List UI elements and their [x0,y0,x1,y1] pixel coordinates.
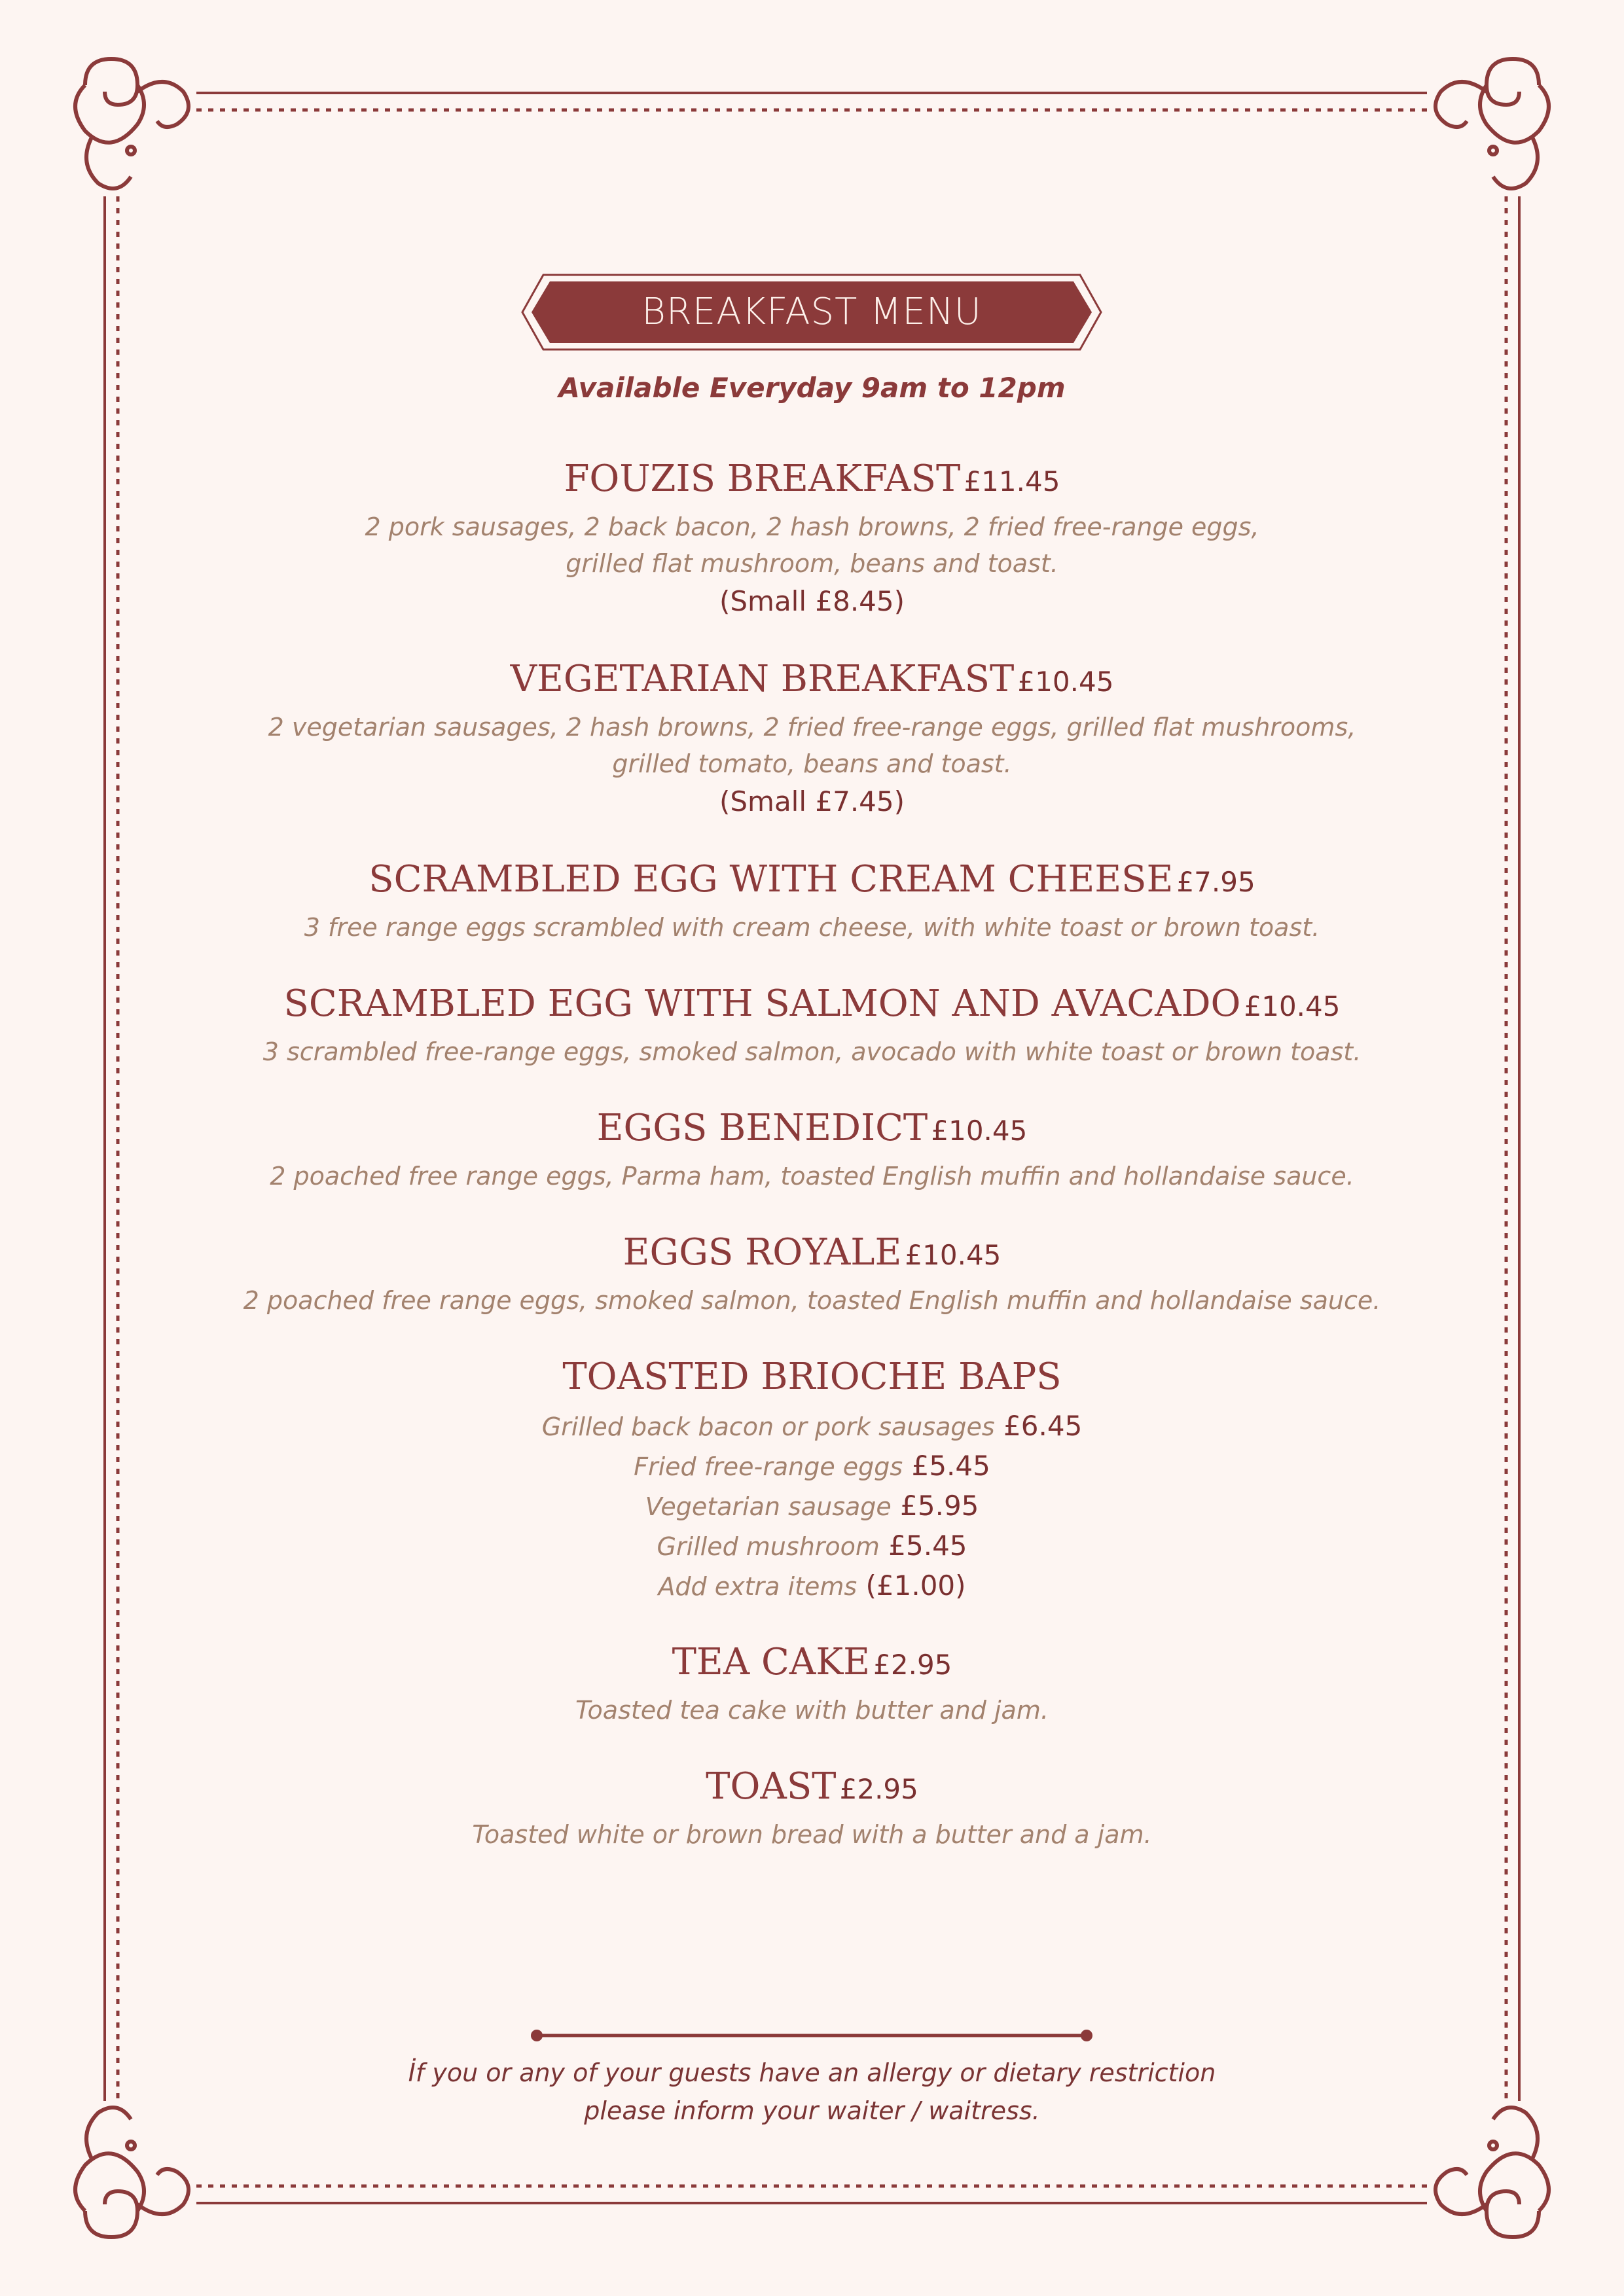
item-price: £10.45 [1017,666,1114,698]
item-description: Toasted white or brown bread with a butter and a jam. [472,1820,1152,1849]
item-price: £10.45 [1244,990,1341,1022]
bap-option [118,1566,1506,1606]
item-description: 2 vegetarian sausages, 2 hash browns, 2 fried free-range eggs, grilled flat mushrooms, [268,713,1356,742]
item-description: 2 poached free range eggs, smoked salmon, toasted English muffin and hollandaise sauce. [243,1286,1381,1315]
item-price: £2.95 [873,1649,952,1681]
corner-ornament-top-left [75,59,189,188]
allergy-notice-line: İf you or any of your guests have an allergy or dietary restriction [408,2058,1216,2087]
bap-option-label: Vegetarian sausage [645,1492,892,1521]
menu-item-scrambled-egg-cream-cheese [118,859,1506,946]
item-description: 2 pork sausages, 2 back bacon, 2 hash browns, 2 fried free-range eggs, [365,512,1259,541]
bap-option [118,1446,1506,1486]
bap-option-label: Add extra items [658,1572,857,1601]
item-name: EGGS ROYALE [623,1231,902,1274]
bap-option-label: Fried free-range eggs [634,1452,903,1481]
item-description: 3 scrambled free-range eggs, smoked salmon, avocado with white toast or brown toast. [262,1037,1362,1066]
item-description: Toasted tea cake with butter and jam. [575,1696,1049,1725]
menu-title: BREAKFAST MENU [641,291,982,333]
allergy-notice [118,2054,1506,2130]
item-name: EGGS BENEDICT [596,1107,928,1149]
bap-option [118,1407,1506,1446]
menu-item-eggs-benedict [118,1107,1506,1194]
bap-option-price: £6.45 [1003,1410,1083,1442]
item-description: 3 free range eggs scrambled with cream cheese, with white toast or brown toast. [304,913,1320,942]
item-small-price: (Small £8.45) [719,585,905,617]
item-description: grilled flat mushroom, beans and toast. [566,549,1058,578]
menu-item-toast [118,1766,1506,1853]
item-price: £10.45 [905,1239,1001,1271]
bap-option-price: £5.45 [888,1530,967,1562]
footer-divider [531,2030,1092,2041]
availability-text: Available Everyday 9am to 12pm [558,372,1066,404]
bap-option-price: £5.45 [911,1450,990,1482]
item-description: grilled tomato, beans and toast. [612,749,1012,778]
bap-option-price: (£1.00) [865,1570,966,1602]
bap-option-label: Grilled mushroom [657,1532,880,1561]
item-price: £10.45 [931,1115,1028,1147]
menu-item-scrambled-egg-salmon [118,983,1506,1070]
item-price: £11.45 [964,465,1060,497]
menu-item-fouzis-breakfast [118,458,1506,621]
item-small-price: (Small £7.45) [719,785,905,817]
item-name: VEGETARIAN BREAKFAST [510,658,1015,700]
bap-option-label: Grilled back bacon or pork sausages [541,1412,995,1441]
corner-ornament-top-right [1435,59,1549,188]
bap-option [118,1486,1506,1526]
item-name: TEA CAKE [672,1641,871,1683]
allergy-notice-line: please inform your waiter / waitress. [584,2096,1040,2125]
item-name: SCRAMBLED EGG WITH CREAM CHEESE [369,858,1174,901]
item-description: 2 poached free range eggs, Parma ham, toasted English muffin and hollandaise sauce. [270,1162,1354,1191]
item-price: £7.95 [1176,866,1255,898]
item-name: FOUZIS BREAKFAST [564,457,961,500]
title-banner [517,270,1106,355]
item-name: TOAST [706,1765,837,1808]
item-price: £2.95 [839,1773,918,1805]
menu-item-vegetarian-breakfast [118,658,1506,821]
bap-option-price: £5.95 [900,1490,979,1522]
item-name: TOASTED BRIOCHE BAPS [562,1355,1062,1398]
item-name: SCRAMBLED EGG WITH SALMON AND AVACADO [283,982,1241,1025]
menu-item-toasted-brioche-baps [118,1356,1506,1606]
menu-item-tea-cake [118,1641,1506,1729]
menu-item-eggs-royale [118,1232,1506,1319]
bap-option [118,1526,1506,1566]
